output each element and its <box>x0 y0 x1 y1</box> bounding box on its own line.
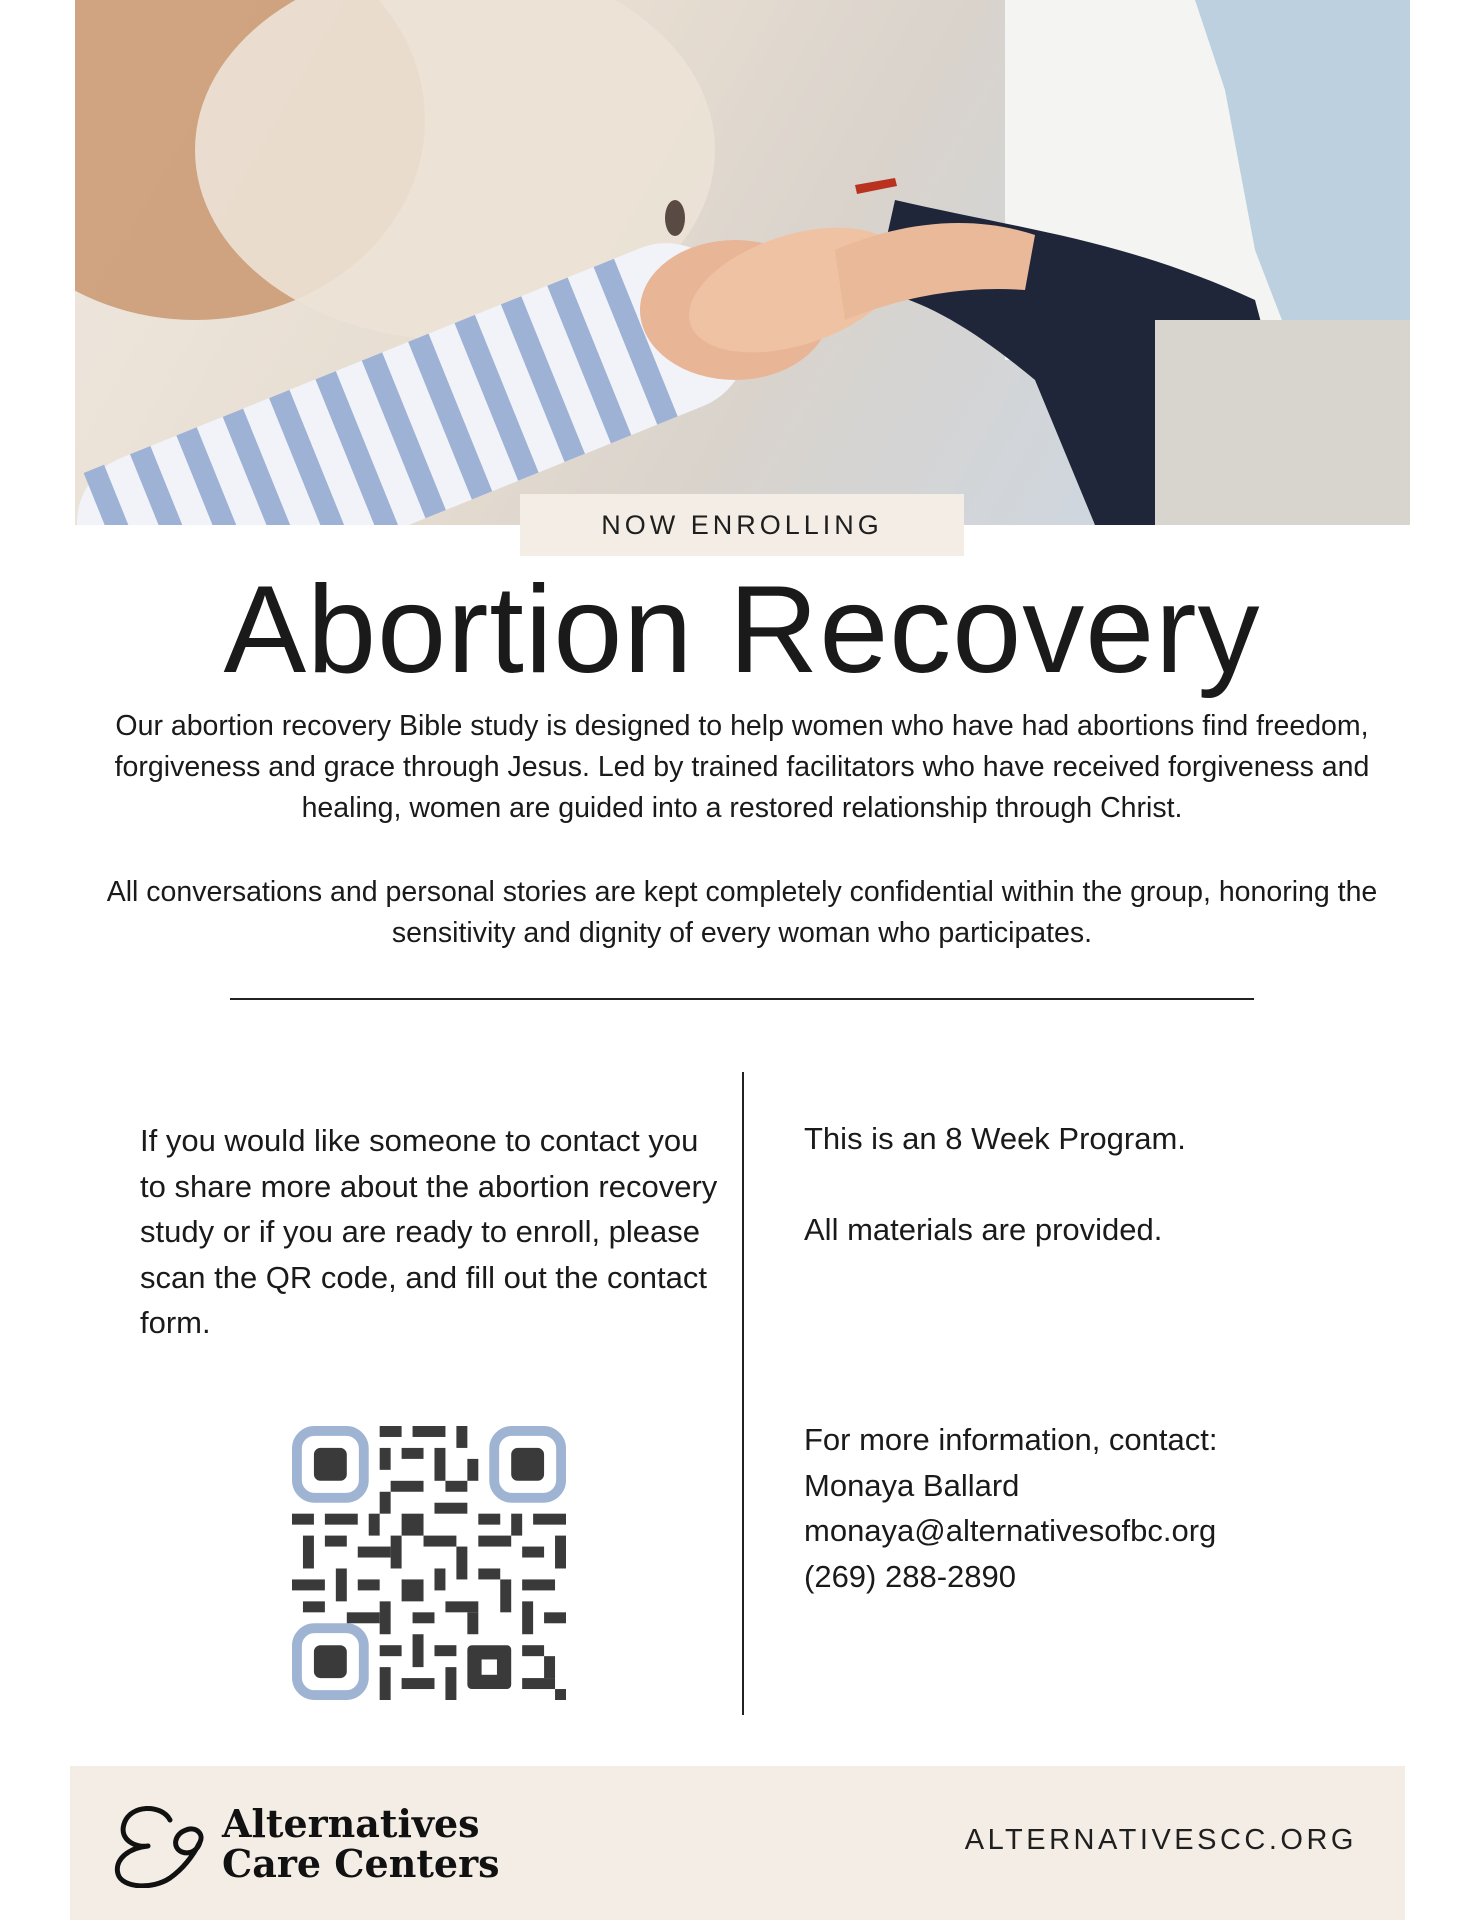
column-divider <box>742 1072 744 1715</box>
contact-info <box>804 1417 1218 1599</box>
hero-photo <box>75 0 1410 525</box>
logo-wordmark <box>222 1801 500 1886</box>
contact-request-text: If you would like someone to contact you to share more about the abortion recovery study or if you are ready to enroll, please scan the QR code, and fill out the contact form. <box>140 1123 718 1340</box>
alternatives-logo-icon <box>112 1798 204 1888</box>
now-enrolling-badge: NOW ENROLLING <box>520 494 964 556</box>
program-length: This is an 8 Week Program. <box>804 1121 1186 1156</box>
confidentiality-paragraph: All conversations and personal stories are kept completely confidential within the group, honoring the sensitivity and dignity of every woman who participates. <box>106 876 1378 949</box>
contact-email[interactable]: monaya@alternativesofbc.org <box>804 1513 1217 1548</box>
website-link[interactable]: ALTERNATIVESCC.ORG <box>964 1824 1357 1856</box>
intro-paragraph: Our abortion recovery Bible study is designed to help women who have had abortions find freedom, forgiveness and grace through Jesus. Led by trained facilitators who have received forgiveness and healing, women are guided into a restored relationship through Christ. <box>114 710 1370 824</box>
page-title: Abortion Recovery <box>223 561 1261 699</box>
qr-code-icon[interactable] <box>292 1426 566 1700</box>
contact-name: Monaya Ballard <box>804 1467 1020 1503</box>
materials-note: All materials are provided. <box>804 1212 1163 1247</box>
footer-bar <box>70 1766 1405 1920</box>
logo-line-1: Alternatives <box>222 1801 480 1846</box>
contact-heading: For more information, contact: <box>804 1422 1218 1457</box>
logo-line-2: Care Centers <box>222 1841 500 1886</box>
contact-phone[interactable]: (269) 288-2890 <box>804 1558 1016 1594</box>
section-divider <box>230 998 1254 1000</box>
